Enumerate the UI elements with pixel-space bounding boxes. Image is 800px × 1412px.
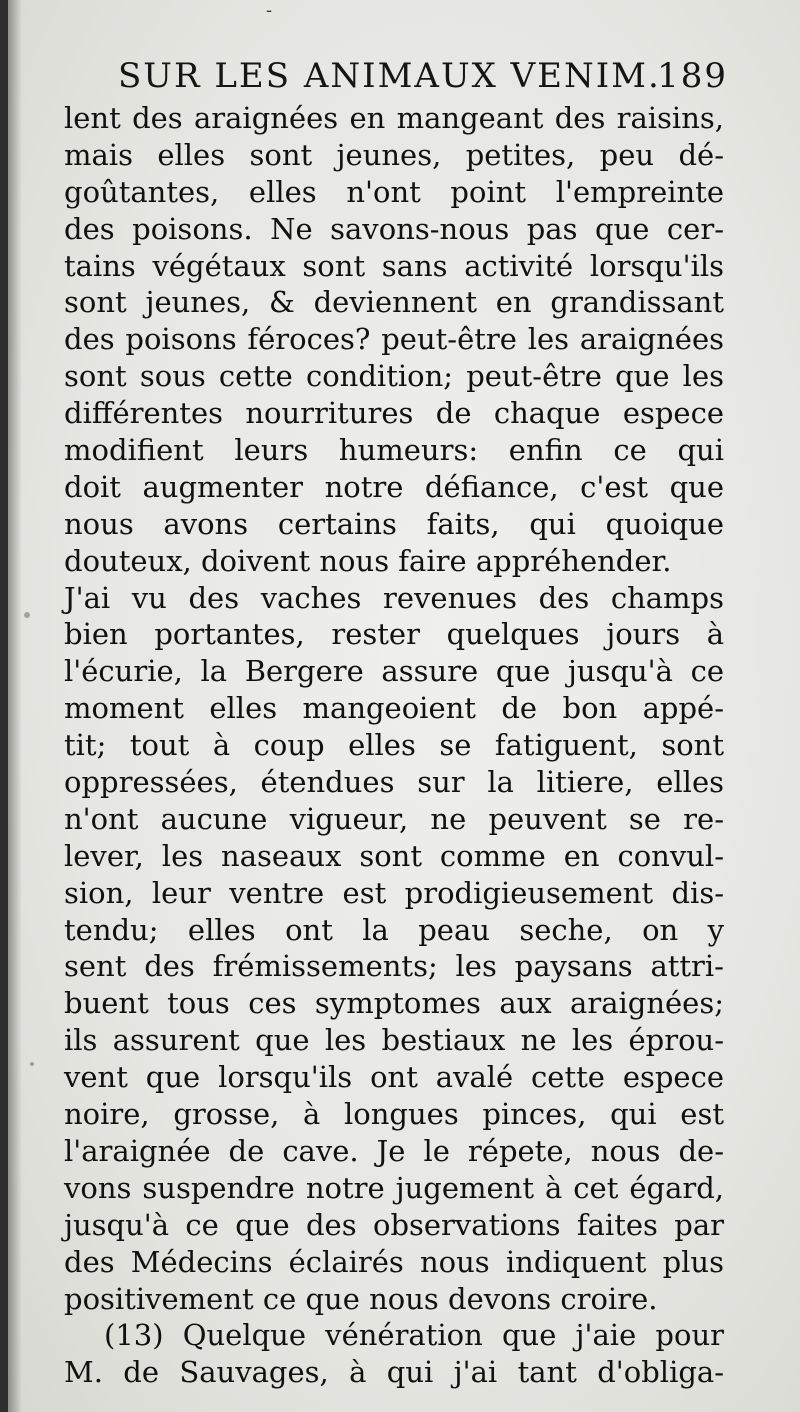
text-line: tit; tout à coup elles se fatiguent, sont [64,728,724,763]
text-line: positivement ce que nous devons croire. [64,1281,658,1316]
text-line: mais elles sont jeunes, petites, peu dé- [64,137,724,172]
text-line: bien portantes, rester quelques jours à [64,617,724,652]
text-line: moment elles mangeoient de bon appé- [64,691,724,726]
text-line: goûtantes, elles n'ont point l'empreinte [64,174,724,209]
ink-spot [24,612,30,618]
text-line: n'ont aucune vigueur, ne peuvent se re- [64,801,724,836]
text-line: sont sous cette condition; peut-être que les [64,359,724,394]
text-line: noire, grosse, à longues pinces, qui est [64,1097,724,1132]
page-edge-shadow [8,0,22,1412]
text-line: sion, leur ventre est prodigieusement dis- [64,875,724,910]
text-line: vons suspendre notre jugement à cet égard, [64,1170,724,1205]
body-text [64,100,724,1391]
text-line: modifient leurs humeurs: enfin ce qui [64,433,724,468]
text-line: M. de Sauvages, à qui j'ai tant d'obliga- [64,1355,724,1390]
text-line: douteux, doivent nous faire appréhender. [64,543,672,578]
text-line: ils assurent que les bestiaux ne les éprou- [64,1023,724,1058]
book-page [8,0,800,1412]
text-line: oppressées, étendues sur la litiere, elles [64,765,724,800]
page-number: 189 [657,56,728,96]
text-line: tains végétaux sont sans activité lorsqu'ils [64,248,724,283]
text-line: différentes nourritures de chaque espece [64,396,724,431]
text-line: (13) Quelque vénération que j'aie pour [104,1318,724,1353]
ink-spot [30,1062,34,1066]
running-head-title: SUR LES ANIMAUX VENIM. [118,56,661,96]
text-line: J'ai vu des vaches revenues des champs [64,580,724,615]
text-line: des poisons féroces? peut-être les araignées [64,322,724,357]
text-line: vent que lorsqu'ils ont avalé cette espece [64,1060,724,1095]
text-line: lent des araignées en mangeant des raisins, [64,101,724,135]
top-mark: - [266,0,273,21]
text-line: buent tous ces symptomes aux araignées; [64,986,724,1021]
text-line: l'araignée de cave. Je le répete, nous de- [64,1133,724,1168]
text-line: l'écurie, la Bergere assure que jusqu'à ce [64,654,724,689]
text-line: lever, les naseaux sont comme en convul- [64,838,724,873]
text-line: sent des frémissements; les paysans attri- [64,949,724,984]
text-line: des poisons. Ne savons-nous pas que cer- [64,211,724,246]
text-line: doit augmenter notre défiance, c'est que [64,469,724,504]
text-line: tendu; elles ont la peau seche, on y [64,912,724,947]
running-head [118,56,728,96]
text-line: nous avons certains faits, qui quoique [64,506,724,541]
text-line: des Médecins éclairés nous indiquent plus [64,1244,724,1279]
text-line: jusqu'à ce que des observations faites par [64,1207,724,1242]
text-line: sont jeunes, & deviennent en grandissant [64,285,724,320]
